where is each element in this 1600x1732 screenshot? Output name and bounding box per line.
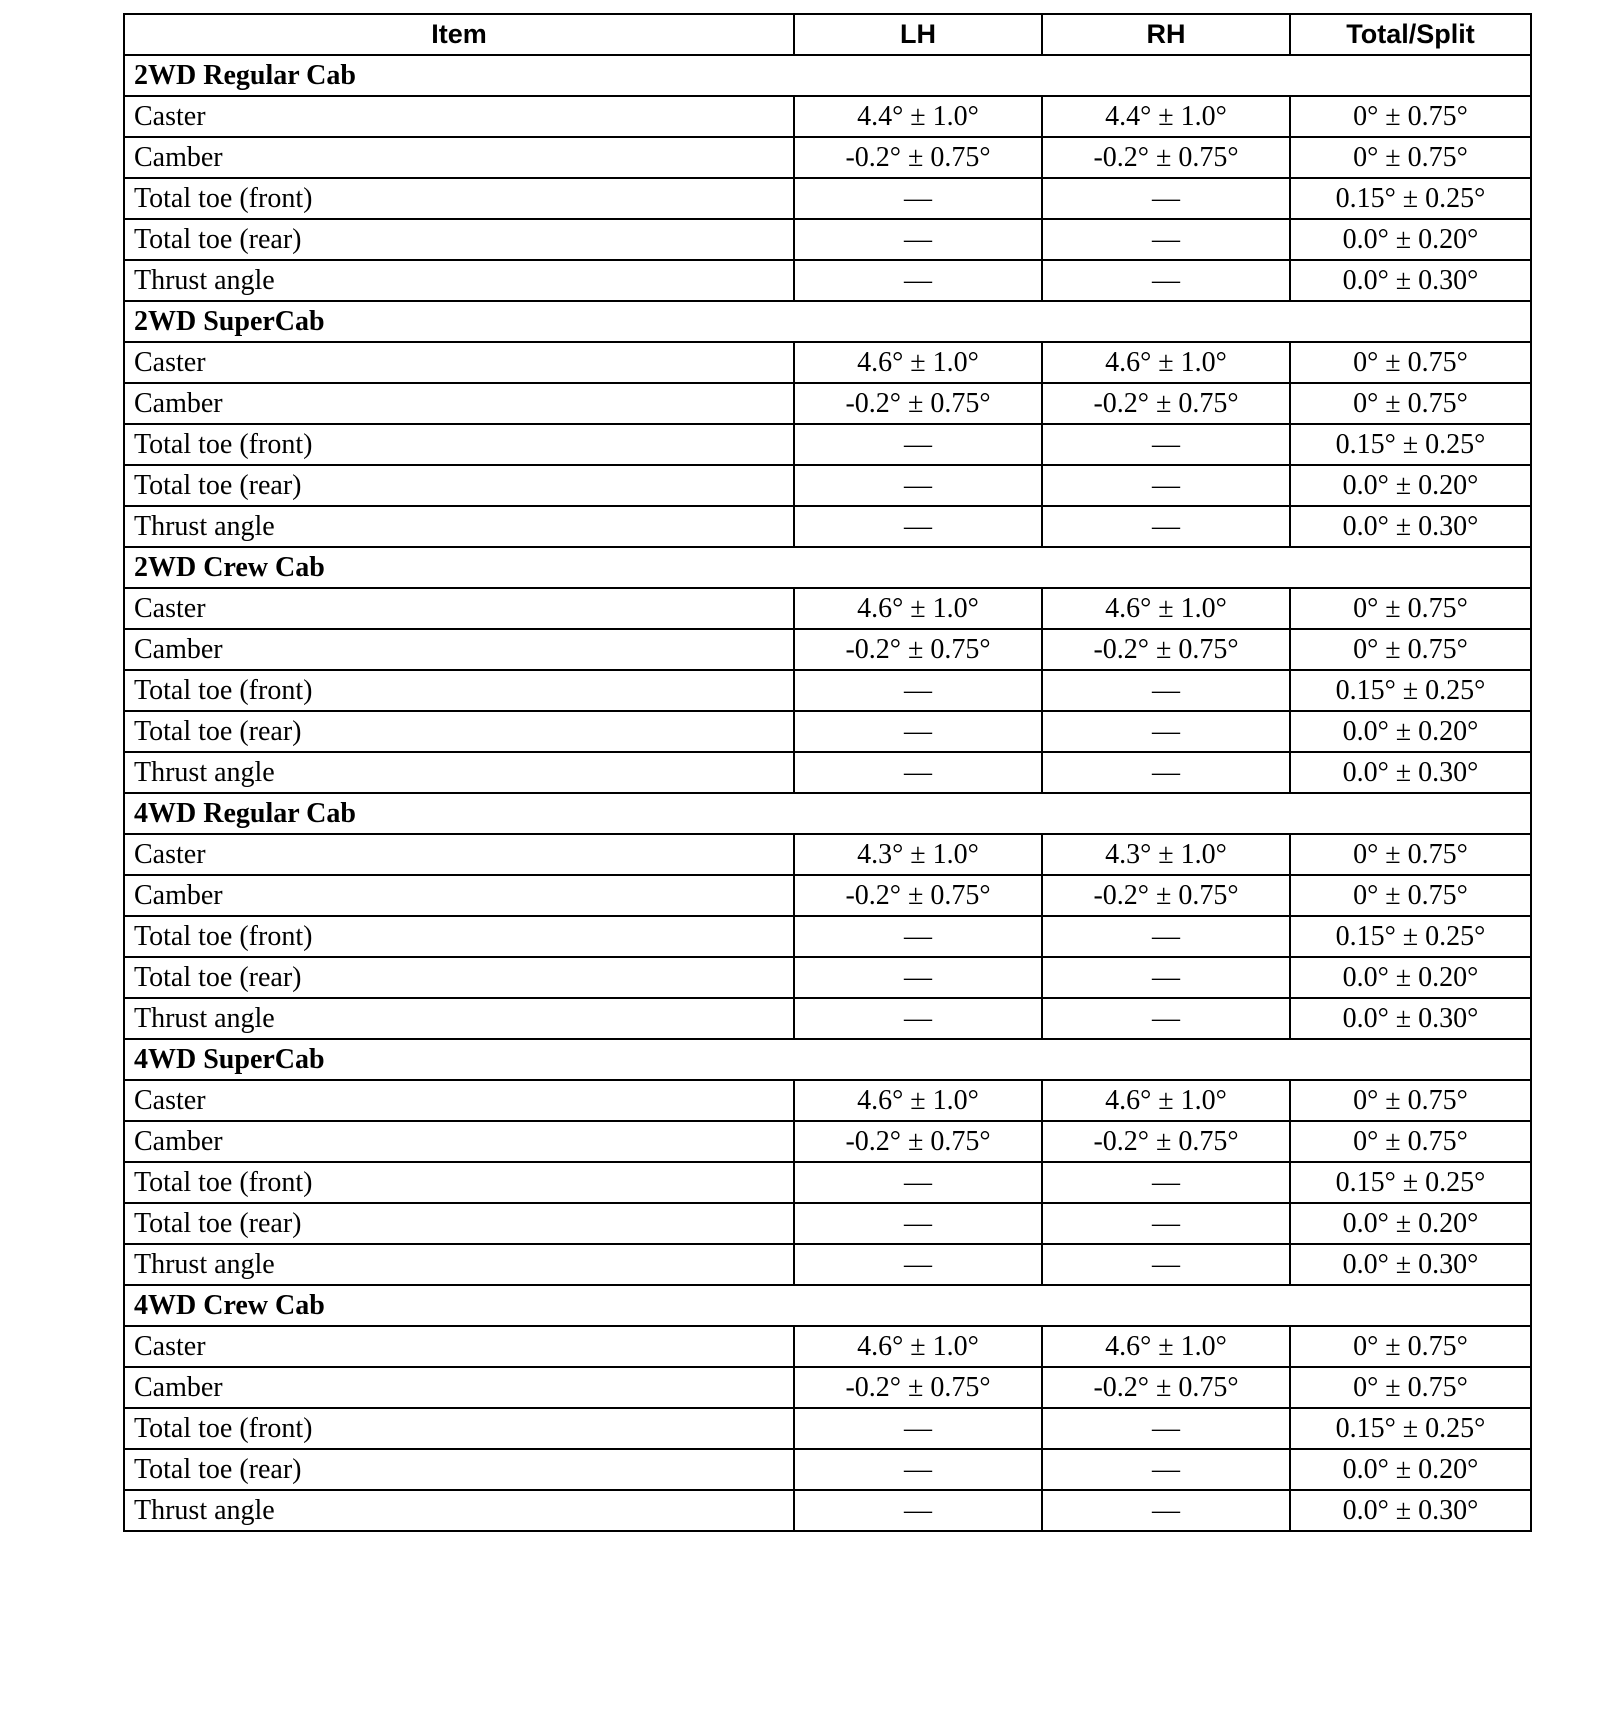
- row-lh-value: —: [794, 1490, 1042, 1531]
- header-rh: RH: [1042, 14, 1290, 55]
- row-lh-value: —: [794, 424, 1042, 465]
- row-item: Total toe (rear): [124, 219, 794, 260]
- table-row: [124, 1408, 1531, 1449]
- row-rh-value: —: [1042, 670, 1290, 711]
- row-lh-value: -0.2° ± 0.75°: [794, 1121, 1042, 1162]
- table-row: [124, 1162, 1531, 1203]
- row-rh-value: 4.6° ± 1.0°: [1042, 342, 1290, 383]
- table-row: [124, 834, 1531, 875]
- group-title: 2WD Regular Cab: [124, 55, 1531, 96]
- table-row: [124, 1326, 1531, 1367]
- table-row: [124, 957, 1531, 998]
- row-item: Camber: [124, 1367, 794, 1408]
- table-row: [124, 1080, 1531, 1121]
- alignment-spec-table: [123, 13, 1532, 1532]
- row-total-split-value: 0.0° ± 0.20°: [1290, 711, 1531, 752]
- row-lh-value: —: [794, 1449, 1042, 1490]
- row-total-split-value: 0° ± 0.75°: [1290, 1326, 1531, 1367]
- table-row: [124, 588, 1531, 629]
- group-row: [124, 547, 1531, 588]
- row-total-split-value: 0° ± 0.75°: [1290, 629, 1531, 670]
- table-header: [124, 14, 1531, 55]
- row-rh-value: —: [1042, 1244, 1290, 1285]
- row-lh-value: —: [794, 465, 1042, 506]
- row-total-split-value: 0.0° ± 0.20°: [1290, 465, 1531, 506]
- table-row: [124, 1121, 1531, 1162]
- row-total-split-value: 0° ± 0.75°: [1290, 96, 1531, 137]
- row-total-split-value: 0.0° ± 0.30°: [1290, 1490, 1531, 1531]
- row-total-split-value: 0.0° ± 0.30°: [1290, 998, 1531, 1039]
- table-row: [124, 424, 1531, 465]
- row-total-split-value: 0.0° ± 0.30°: [1290, 506, 1531, 547]
- table-row: [124, 1244, 1531, 1285]
- table-body: [124, 55, 1531, 1531]
- row-rh-value: -0.2° ± 0.75°: [1042, 383, 1290, 424]
- table-row: [124, 1490, 1531, 1531]
- row-lh-value: —: [794, 219, 1042, 260]
- row-item: Total toe (rear): [124, 465, 794, 506]
- row-rh-value: -0.2° ± 0.75°: [1042, 137, 1290, 178]
- table-row: [124, 260, 1531, 301]
- header-row: [124, 14, 1531, 55]
- row-item: Caster: [124, 96, 794, 137]
- group-row: [124, 1285, 1531, 1326]
- row-item: Caster: [124, 1326, 794, 1367]
- row-total-split-value: 0° ± 0.75°: [1290, 1080, 1531, 1121]
- row-lh-value: —: [794, 957, 1042, 998]
- row-total-split-value: 0° ± 0.75°: [1290, 137, 1531, 178]
- header-total-split: Total/Split: [1290, 14, 1531, 55]
- row-rh-value: 4.4° ± 1.0°: [1042, 96, 1290, 137]
- row-lh-value: —: [794, 260, 1042, 301]
- row-lh-value: -0.2° ± 0.75°: [794, 1367, 1042, 1408]
- table-row: [124, 178, 1531, 219]
- table-row: [124, 1449, 1531, 1490]
- row-total-split-value: 0.15° ± 0.25°: [1290, 916, 1531, 957]
- table-row: [124, 998, 1531, 1039]
- row-item: Total toe (front): [124, 670, 794, 711]
- row-lh-value: —: [794, 1408, 1042, 1449]
- row-rh-value: 4.3° ± 1.0°: [1042, 834, 1290, 875]
- row-total-split-value: 0.0° ± 0.20°: [1290, 957, 1531, 998]
- row-lh-value: -0.2° ± 0.75°: [794, 629, 1042, 670]
- row-lh-value: 4.6° ± 1.0°: [794, 342, 1042, 383]
- row-rh-value: —: [1042, 1408, 1290, 1449]
- row-total-split-value: 0.0° ± 0.30°: [1290, 260, 1531, 301]
- table-row: [124, 1203, 1531, 1244]
- row-rh-value: —: [1042, 957, 1290, 998]
- row-lh-value: —: [794, 1203, 1042, 1244]
- row-lh-value: 4.3° ± 1.0°: [794, 834, 1042, 875]
- row-total-split-value: 0° ± 0.75°: [1290, 834, 1531, 875]
- row-rh-value: —: [1042, 711, 1290, 752]
- row-item: Camber: [124, 137, 794, 178]
- row-lh-value: —: [794, 1162, 1042, 1203]
- group-row: [124, 301, 1531, 342]
- row-item: Caster: [124, 1080, 794, 1121]
- row-lh-value: —: [794, 752, 1042, 793]
- table-row: [124, 465, 1531, 506]
- row-lh-value: —: [794, 670, 1042, 711]
- row-item: Camber: [124, 629, 794, 670]
- row-lh-value: —: [794, 178, 1042, 219]
- row-item: Camber: [124, 875, 794, 916]
- group-title: 4WD Regular Cab: [124, 793, 1531, 834]
- table-row: [124, 752, 1531, 793]
- row-lh-value: 4.6° ± 1.0°: [794, 1326, 1042, 1367]
- row-total-split-value: 0° ± 0.75°: [1290, 383, 1531, 424]
- row-item: Total toe (rear): [124, 957, 794, 998]
- row-item: Total toe (front): [124, 178, 794, 219]
- group-title: 4WD SuperCab: [124, 1039, 1531, 1080]
- row-total-split-value: 0.15° ± 0.25°: [1290, 1162, 1531, 1203]
- row-total-split-value: 0.15° ± 0.25°: [1290, 178, 1531, 219]
- table-row: [124, 342, 1531, 383]
- row-total-split-value: 0° ± 0.75°: [1290, 1121, 1531, 1162]
- group-title: 2WD SuperCab: [124, 301, 1531, 342]
- row-rh-value: 4.6° ± 1.0°: [1042, 1326, 1290, 1367]
- row-item: Caster: [124, 834, 794, 875]
- header-lh: LH: [794, 14, 1042, 55]
- row-item: Total toe (front): [124, 1408, 794, 1449]
- table-row: [124, 875, 1531, 916]
- row-lh-value: 4.6° ± 1.0°: [794, 588, 1042, 629]
- row-lh-value: 4.4° ± 1.0°: [794, 96, 1042, 137]
- group-row: [124, 793, 1531, 834]
- row-lh-value: —: [794, 1244, 1042, 1285]
- row-rh-value: —: [1042, 506, 1290, 547]
- row-rh-value: —: [1042, 219, 1290, 260]
- row-item: Total toe (rear): [124, 1449, 794, 1490]
- row-total-split-value: 0.15° ± 0.25°: [1290, 670, 1531, 711]
- row-item: Thrust angle: [124, 260, 794, 301]
- row-item: Thrust angle: [124, 998, 794, 1039]
- row-rh-value: —: [1042, 1203, 1290, 1244]
- row-rh-value: 4.6° ± 1.0°: [1042, 1080, 1290, 1121]
- row-total-split-value: 0° ± 0.75°: [1290, 588, 1531, 629]
- row-rh-value: -0.2° ± 0.75°: [1042, 1367, 1290, 1408]
- table-row: [124, 219, 1531, 260]
- row-lh-value: -0.2° ± 0.75°: [794, 875, 1042, 916]
- group-row: [124, 55, 1531, 96]
- row-total-split-value: 0° ± 0.75°: [1290, 342, 1531, 383]
- row-item: Total toe (rear): [124, 1203, 794, 1244]
- row-rh-value: -0.2° ± 0.75°: [1042, 629, 1290, 670]
- row-rh-value: —: [1042, 1490, 1290, 1531]
- row-rh-value: —: [1042, 1449, 1290, 1490]
- table-row: [124, 711, 1531, 752]
- row-lh-value: —: [794, 998, 1042, 1039]
- row-rh-value: —: [1042, 260, 1290, 301]
- row-total-split-value: 0.15° ± 0.25°: [1290, 1408, 1531, 1449]
- row-total-split-value: 0° ± 0.75°: [1290, 875, 1531, 916]
- header-item: Item: [124, 14, 794, 55]
- row-item: Camber: [124, 383, 794, 424]
- row-lh-value: —: [794, 506, 1042, 547]
- table-row: [124, 96, 1531, 137]
- row-item: Caster: [124, 588, 794, 629]
- row-rh-value: —: [1042, 1162, 1290, 1203]
- table-row: [124, 629, 1531, 670]
- table-row: [124, 383, 1531, 424]
- table-row: [124, 916, 1531, 957]
- group-row: [124, 1039, 1531, 1080]
- row-item: Thrust angle: [124, 506, 794, 547]
- row-rh-value: -0.2° ± 0.75°: [1042, 875, 1290, 916]
- row-rh-value: —: [1042, 916, 1290, 957]
- table-row: [124, 137, 1531, 178]
- table-row: [124, 506, 1531, 547]
- row-lh-value: —: [794, 916, 1042, 957]
- row-total-split-value: 0.0° ± 0.30°: [1290, 752, 1531, 793]
- row-rh-value: —: [1042, 465, 1290, 506]
- row-rh-value: —: [1042, 752, 1290, 793]
- row-rh-value: —: [1042, 178, 1290, 219]
- row-total-split-value: 0.15° ± 0.25°: [1290, 424, 1531, 465]
- row-lh-value: 4.6° ± 1.0°: [794, 1080, 1042, 1121]
- row-rh-value: —: [1042, 998, 1290, 1039]
- table-row: [124, 670, 1531, 711]
- row-item: Camber: [124, 1121, 794, 1162]
- row-item: Thrust angle: [124, 1490, 794, 1531]
- row-item: Total toe (rear): [124, 711, 794, 752]
- row-rh-value: -0.2° ± 0.75°: [1042, 1121, 1290, 1162]
- table-row: [124, 1367, 1531, 1408]
- row-total-split-value: 0.0° ± 0.30°: [1290, 1244, 1531, 1285]
- group-title: 2WD Crew Cab: [124, 547, 1531, 588]
- row-lh-value: —: [794, 711, 1042, 752]
- row-item: Total toe (front): [124, 916, 794, 957]
- row-item: Thrust angle: [124, 1244, 794, 1285]
- row-total-split-value: 0.0° ± 0.20°: [1290, 1449, 1531, 1490]
- row-lh-value: -0.2° ± 0.75°: [794, 137, 1042, 178]
- row-item: Caster: [124, 342, 794, 383]
- row-total-split-value: 0° ± 0.75°: [1290, 1367, 1531, 1408]
- row-item: Total toe (front): [124, 424, 794, 465]
- row-rh-value: 4.6° ± 1.0°: [1042, 588, 1290, 629]
- row-lh-value: -0.2° ± 0.75°: [794, 383, 1042, 424]
- row-rh-value: —: [1042, 424, 1290, 465]
- row-item: Thrust angle: [124, 752, 794, 793]
- row-item: Total toe (front): [124, 1162, 794, 1203]
- group-title: 4WD Crew Cab: [124, 1285, 1531, 1326]
- row-total-split-value: 0.0° ± 0.20°: [1290, 219, 1531, 260]
- row-total-split-value: 0.0° ± 0.20°: [1290, 1203, 1531, 1244]
